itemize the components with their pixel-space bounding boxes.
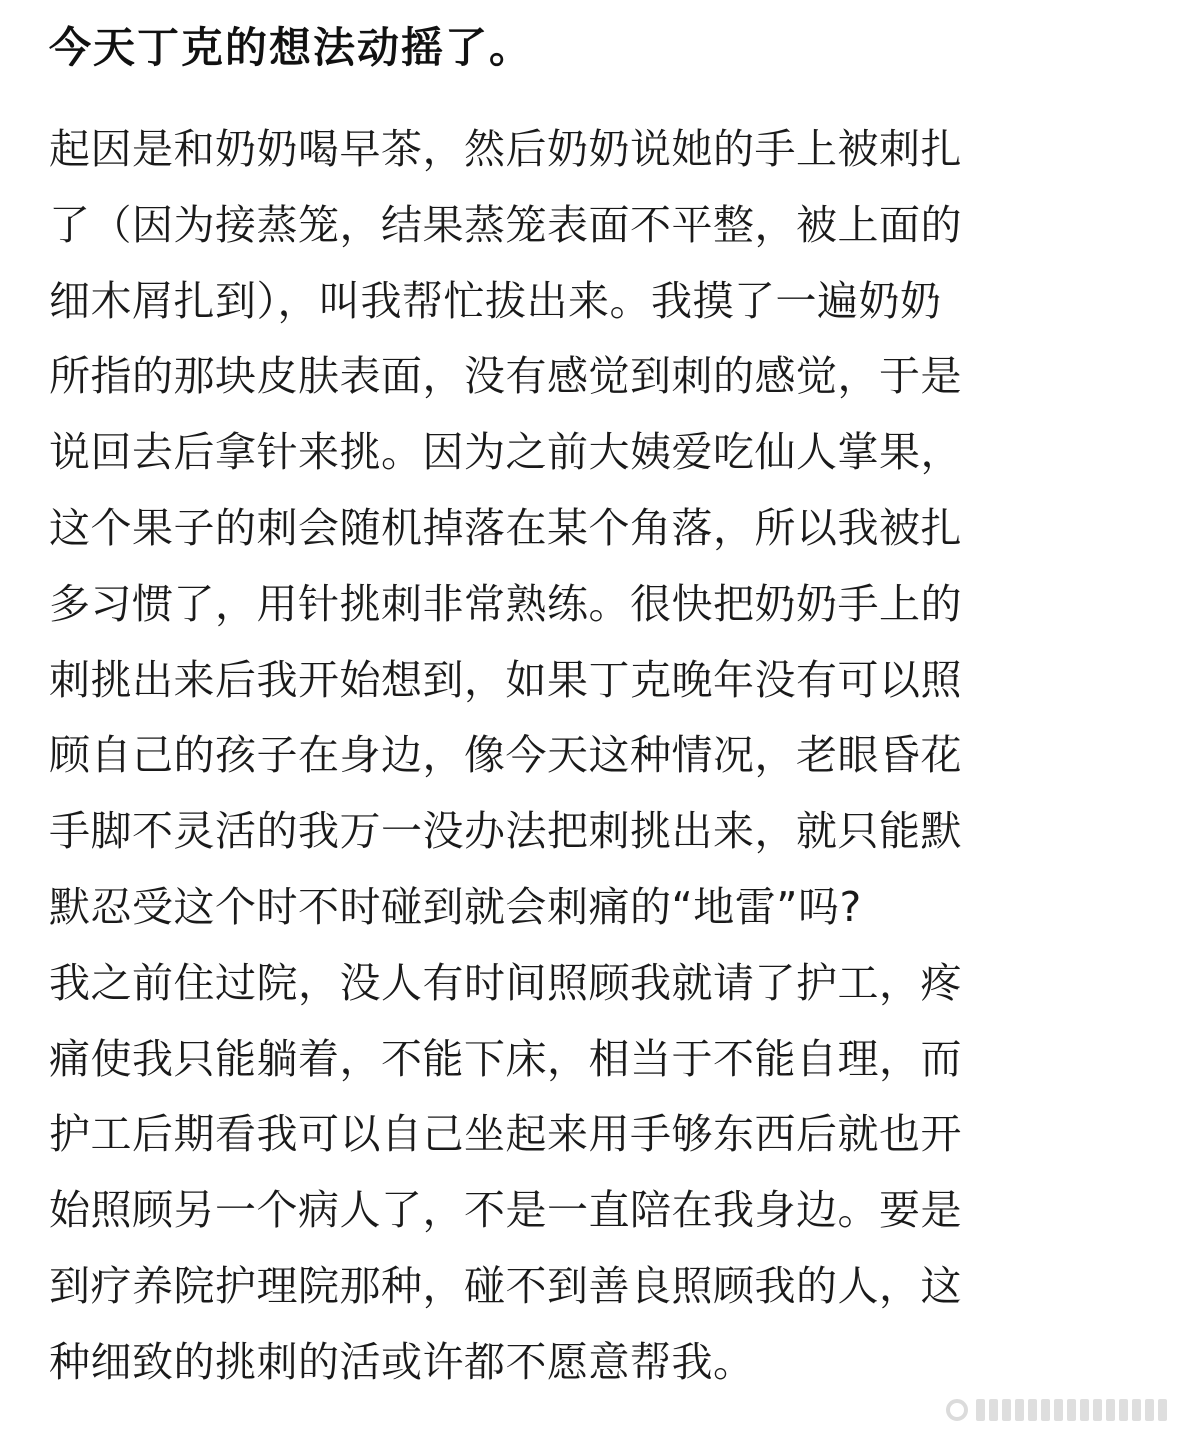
watermark-bar xyxy=(989,1399,998,1421)
post-container xyxy=(49,22,1129,1401)
body-line: 多习惯了，用针挑刺非常熟练。很快把奶奶手上的 xyxy=(49,579,962,628)
watermark-bar xyxy=(1132,1399,1141,1421)
body-line: 我之前住过院，没人有时间照顾我就请了护工，疼 xyxy=(49,958,962,1007)
body-line: 细木屑扎到），叫我帮忙拔出来。我摸了一遍奶奶 xyxy=(49,276,942,325)
body-line: 始照顾另一个病人了，不是一直陪在我身边。要是 xyxy=(49,1186,962,1235)
body-line: 说回去后拿针来挑。因为之前大姨爱吃仙人掌果， xyxy=(49,428,962,477)
body-line: 默忍受这个时不时碰到就会刺痛的“地雷”吗? xyxy=(49,882,862,931)
post-body xyxy=(49,112,1129,1401)
watermark-ring-icon xyxy=(946,1399,968,1421)
body-line: 种细致的挑刺的活或许都不愿意帮我。 xyxy=(49,1337,755,1386)
body-line: 护工后期看我可以自己坐起来用手够东西后就也开 xyxy=(49,1110,962,1159)
body-line: 到疗养院护理院那种，碰不到善良照顾我的人，这 xyxy=(49,1261,962,1310)
watermark-bar xyxy=(1002,1399,1011,1421)
watermark-bar xyxy=(1080,1399,1089,1421)
watermark-bar xyxy=(1067,1399,1076,1421)
watermark-bar xyxy=(1106,1399,1115,1421)
body-line: 刺挑出来后我开始想到，如果丁克晚年没有可以照 xyxy=(49,655,962,704)
watermark-bar xyxy=(1119,1399,1128,1421)
body-line: 起因是和奶奶喝早茶，然后奶奶说她的手上被刺扎 xyxy=(49,125,962,173)
body-line: 了（因为接蒸笼，结果蒸笼表面不平整，被上面的 xyxy=(49,200,962,249)
body-line: 这个果子的刺会随机掉落在某个角落，所以我被扎 xyxy=(49,503,962,552)
body-line: 手脚不灵活的我万一没办法把刺挑出来，就只能默 xyxy=(49,807,962,856)
watermark-bar xyxy=(1041,1399,1050,1421)
watermark-bar xyxy=(1028,1399,1037,1421)
watermark-bar xyxy=(1015,1399,1024,1421)
body-line: 所指的那块皮肤表面，没有感觉到刺的感觉，于是 xyxy=(49,352,962,401)
post-title: 今天丁克的想法动摇了。 xyxy=(49,23,534,72)
body-line: 顾自己的孩子在身边，像今天这种情况，老眼昏花 xyxy=(49,731,962,780)
weibo-watermark-icon xyxy=(937,1393,1167,1427)
body-line: 痛使我只能躺着，不能下床，相当于不能自理，而 xyxy=(49,1034,962,1083)
watermark-bar xyxy=(1054,1399,1063,1421)
watermark-bar xyxy=(1158,1399,1167,1421)
watermark-bar xyxy=(1093,1399,1102,1421)
watermark-bar xyxy=(976,1399,985,1421)
watermark-bar xyxy=(1145,1399,1154,1421)
